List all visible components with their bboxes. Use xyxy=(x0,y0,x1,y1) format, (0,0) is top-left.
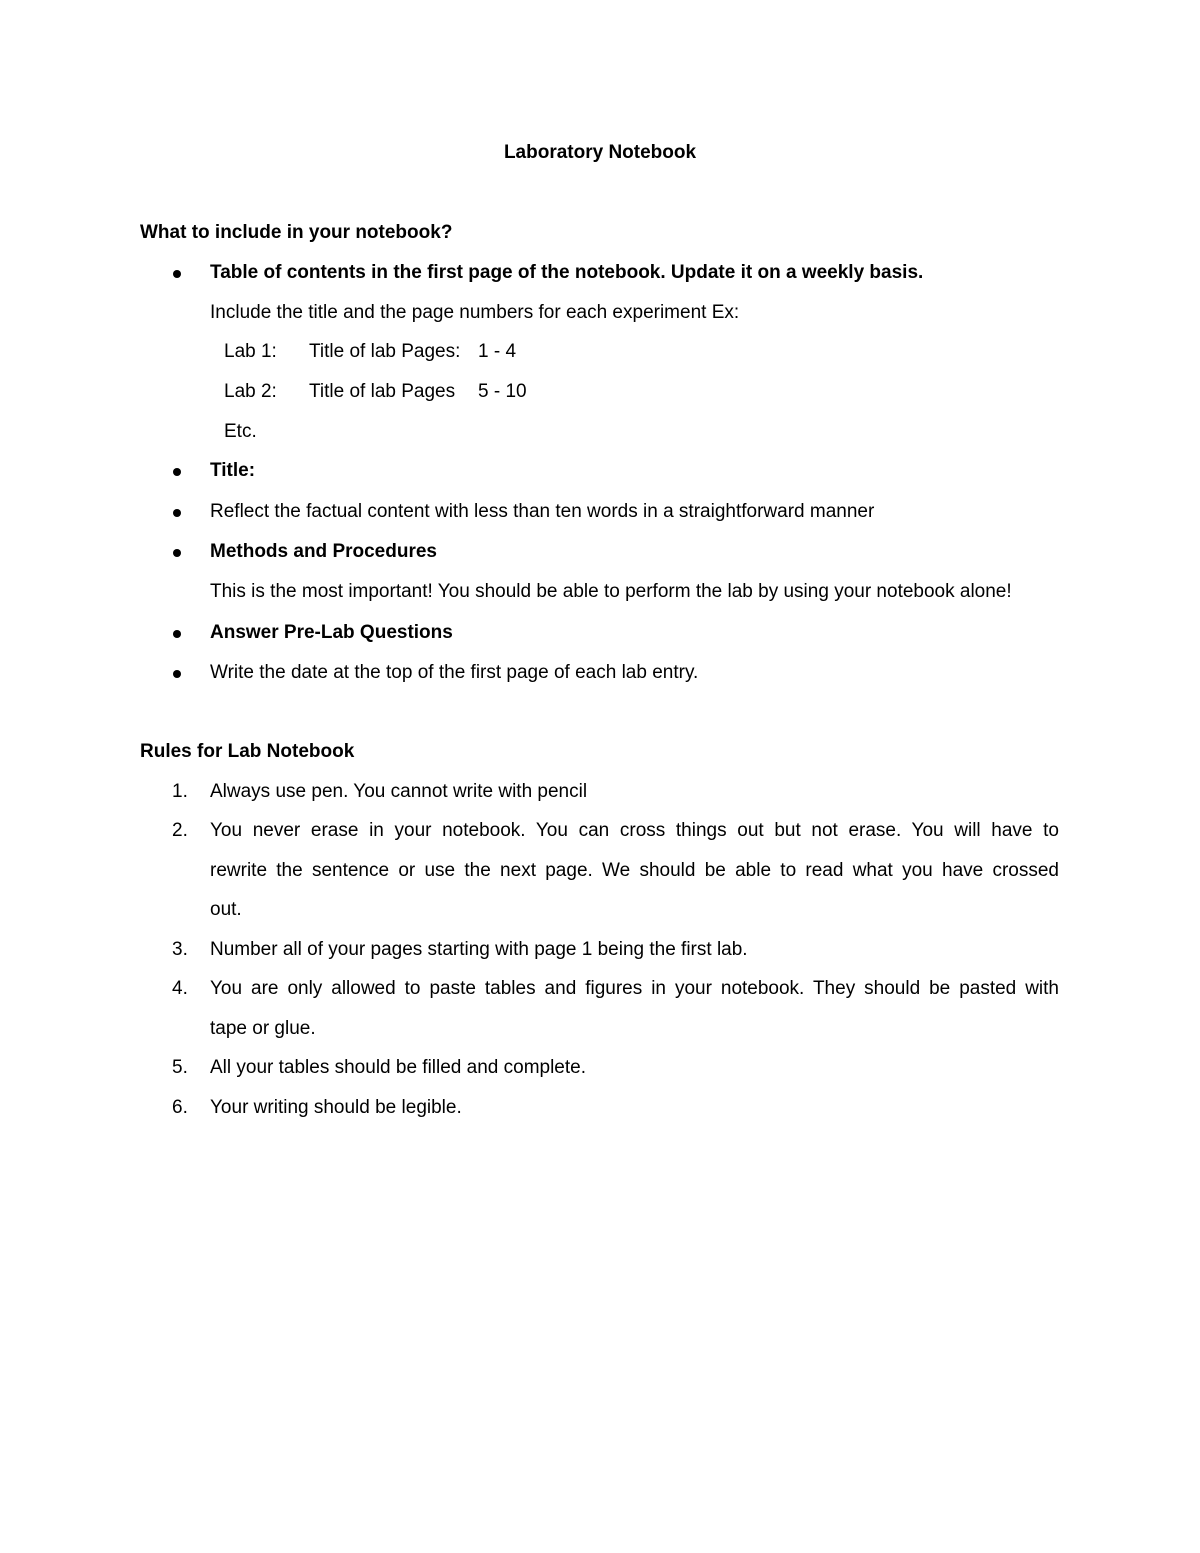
rule-number: 4. xyxy=(172,978,188,999)
rule-text: tape or glue. xyxy=(210,1018,316,1039)
title-item: Title: xyxy=(210,460,256,481)
section-heading-rules: Rules for Lab Notebook xyxy=(140,741,355,762)
toc-lab: Lab 2: xyxy=(224,381,277,402)
section-heading-include: What to include in your notebook? xyxy=(140,222,453,243)
date-item: Write the date at the top of the first page of each lab entry. xyxy=(210,662,699,683)
bullet-icon xyxy=(173,549,181,557)
rule-number: 2. xyxy=(172,820,188,841)
bullet-icon xyxy=(173,670,181,678)
toc-pages: 1 - 4 xyxy=(478,341,517,362)
rule-number: 6. xyxy=(172,1097,188,1118)
reflect-item: Reflect the factual content with less than ten words in a straightforward manner xyxy=(210,501,875,522)
rule-number: 1. xyxy=(172,781,188,802)
rule-number: 5. xyxy=(172,1057,188,1078)
toc-title: Title of lab Pages: xyxy=(309,341,461,362)
rule-number: 3. xyxy=(172,939,188,960)
rule-text: You never erase in your notebook. You can cross things out but not erase. You will have to xyxy=(210,820,1059,841)
rule-text: All your tables should be filled and complete. xyxy=(210,1057,587,1078)
bullet-icon xyxy=(173,509,181,517)
toc-lab: Lab 1: xyxy=(224,341,277,362)
rule-text: Always use pen. You cannot write with pencil xyxy=(210,781,588,802)
bullet-icon xyxy=(173,630,181,638)
rule-text: Your writing should be legible. xyxy=(210,1097,462,1118)
rule-text: You are only allowed to paste tables and figures in your notebook. They should be pasted with xyxy=(210,978,1059,999)
rule-text: out. xyxy=(210,899,242,920)
prelab-item: Answer Pre-Lab Questions xyxy=(210,622,453,643)
toc-etc: Etc. xyxy=(224,421,257,442)
document-title: Laboratory Notebook xyxy=(503,142,697,163)
toc-item: Table of contents in the first page of the notebook. Update it on a weekly basis. xyxy=(210,262,924,283)
toc-description: Include the title and the page numbers for each experiment Ex: xyxy=(210,302,740,323)
methods-item: Methods and Procedures xyxy=(210,541,437,562)
toc-title: Title of lab Pages xyxy=(309,381,456,402)
bullet-icon xyxy=(173,468,181,476)
rule-text: Number all of your pages starting with page 1 being the first lab. xyxy=(210,939,748,960)
toc-pages: 5 - 10 xyxy=(478,381,527,402)
methods-description: This is the most important! You should be able to perform the lab by using your notebook alone! xyxy=(210,581,1012,602)
rule-text: rewrite the sentence or use the next page. We should be able to read what you have crossed xyxy=(210,860,1059,881)
bullet-icon xyxy=(173,270,181,278)
